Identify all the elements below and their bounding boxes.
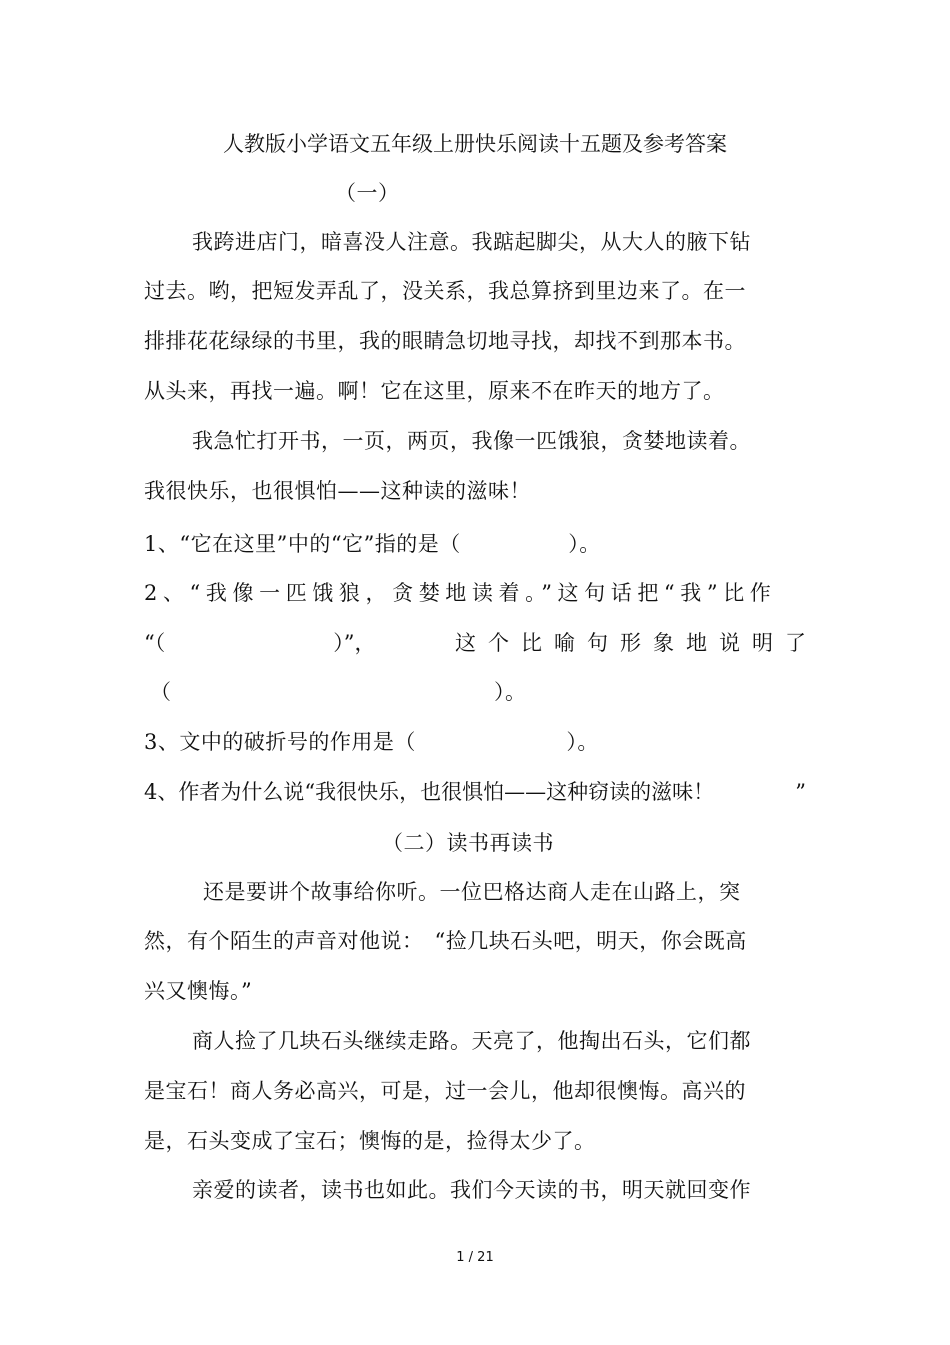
paragraph-line: 是，石头变成了宝石；懊悔的是，捡得太少了。 xyxy=(144,1129,596,1153)
question-2-text: 这个比喻句形象地说明了 xyxy=(455,631,818,655)
paragraph-line: 我跨进店门，暗喜没人注意。我踮起脚尖，从大人的腋下钻 xyxy=(192,230,751,254)
question-4 xyxy=(144,778,806,806)
paragraph-line: 过去。哟，把短发弄乱了，没关系，我总算挤到里边来了。在一 xyxy=(144,279,746,303)
paragraph-line: 我急忙打开书，一页，两页，我像一匹饿狼，贪婪地读着。 xyxy=(192,429,751,453)
question-4-quote: ” xyxy=(795,780,806,804)
paragraph-line: 从头来，再找一遍。啊！它在这里，原来不在昨天的地方了。 xyxy=(144,379,725,403)
paragraph-line: 兴又懊悔。” xyxy=(144,979,253,1003)
paragraph-line: 是宝石！商人务必高兴，可是，过一会儿，他却很懊悔。高兴的 xyxy=(144,1079,746,1103)
question-2-blank: （ ）。 xyxy=(150,680,527,704)
paragraph-line: 还是要讲个故事给你听。一位巴格达商人走在山路上，突 xyxy=(203,880,741,904)
paragraph-line: 商人捡了几块石头继续走路。天亮了，他掏出石头，它们都 xyxy=(192,1029,751,1053)
document-title: 人教版小学语文五年级上册快乐阅读十五题及参考答案 xyxy=(223,132,727,156)
paragraph-line: 我很快乐，也很惧怕——这种读的滋味！ xyxy=(144,479,531,503)
section-heading: （一） xyxy=(335,181,400,205)
question-2-line: 2、“我像一匹饿狼，贪婪地读着。”这句话把“我”比作 xyxy=(144,581,777,605)
question-4-text: 4、作者为什么说“我很快乐，也很惧怕——这种窃读的滋味！ xyxy=(144,780,715,804)
question-3: 3、文中的破折号的作用是（ ）。 xyxy=(144,730,599,754)
question-1: 1、“它在这里”中的“它”指的是（ ）。 xyxy=(144,532,601,556)
question-2-blank: “（ ）”， xyxy=(144,631,376,655)
question-2-line xyxy=(144,629,818,657)
paragraph-line: 然，有个陌生的声音对他说： “捡几块石头吧，明天，你会既高 xyxy=(144,929,747,953)
paragraph-line: 排排花花绿绿的书里，我的眼睛急切地寻找，却找不到那本书。 xyxy=(144,329,746,353)
page-number: 1 / 21 xyxy=(456,1250,494,1265)
section-heading: （二）读书再读书 xyxy=(382,831,554,855)
paragraph-line: 亲爱的读者，读书也如此。我们今天读的书，明天就回变作 xyxy=(192,1178,751,1202)
